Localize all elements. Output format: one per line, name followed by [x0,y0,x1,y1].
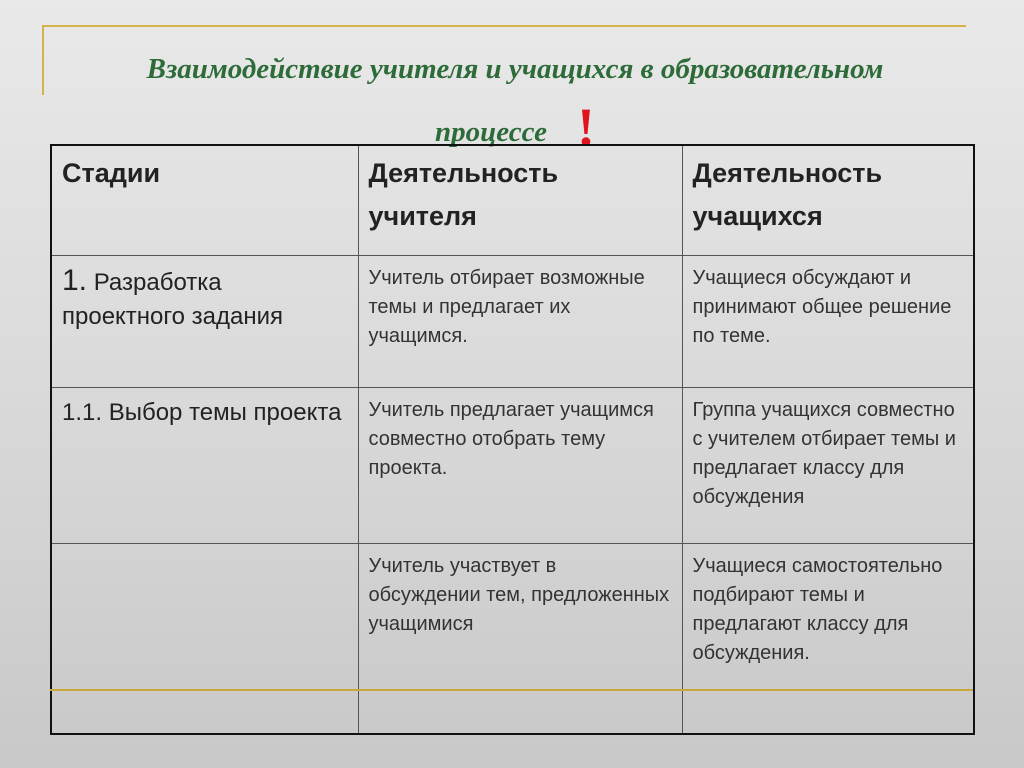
header-teacher-activity: Деятельность учителя [358,145,682,255]
top-accent-line [42,25,966,27]
teacher-cell: Учитель предлагает учащимся совместно отобрать тему проекта. [358,387,682,543]
header-student-activity: Деятельность учащихся [682,145,974,255]
exclamation-mark: ! [577,97,595,157]
stage-cell [51,255,358,387]
students-cell: Учащиеся самостоятельно подбирают темы и предлагают классу для обсуждения. [682,543,974,690]
students-cell [682,690,974,734]
header-stages: Стадии [51,145,358,255]
left-accent-line [42,25,44,95]
stage-text: Разработка проектного задания [62,268,284,330]
stage-cell: 1.1. Выбор темы проекта [51,387,358,543]
stage-cell [51,690,358,734]
table-header-row [51,145,974,255]
title-line-2-text: процессе [435,116,547,148]
table-row [51,387,974,543]
table-row [51,543,974,690]
table-row [51,255,974,387]
students-cell: Группа учащихся совместно с учителем отбирает темы и предлагает классу для обсуждения [682,387,974,543]
teacher-cell [358,690,682,734]
title-line-1: Взаимодействие учителя и учащихся в образовательном [146,53,884,85]
bottom-accent-line [50,689,973,691]
slide-title [60,40,970,161]
stage-cell [51,543,358,690]
students-cell: Учащиеся обсуждают и принимают общее решение по теме. [682,255,974,387]
stage-number: 1. [62,263,88,297]
teacher-cell: Учитель участвует в обсуждении тем, предложенных учащимися [358,543,682,690]
table-row [51,690,974,734]
teacher-cell: Учитель отбирает возможные темы и предлагает их учащимся. [358,255,682,387]
stages-table [50,144,975,735]
